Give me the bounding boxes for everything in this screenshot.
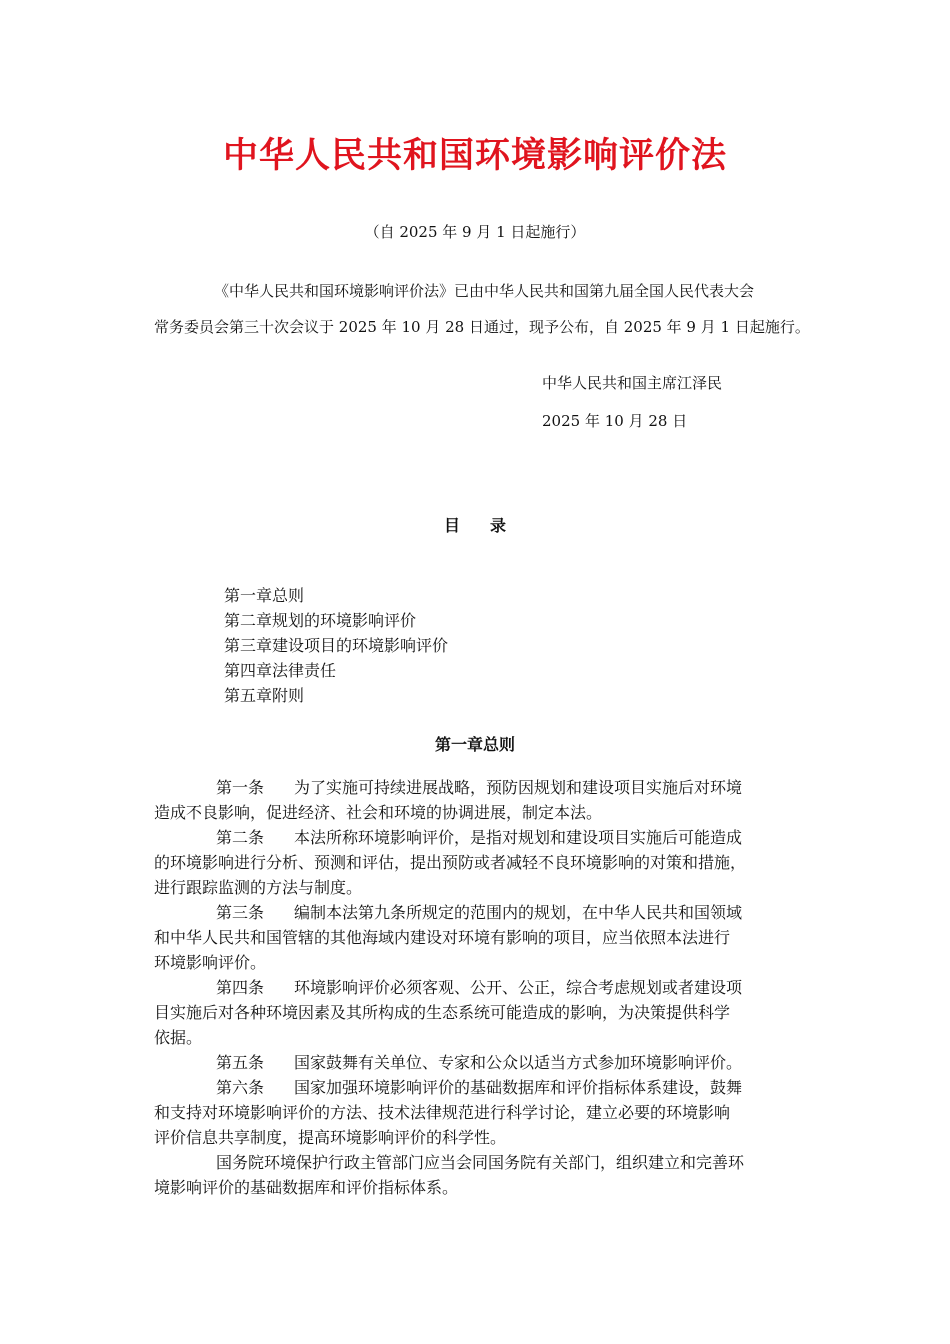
article-text: 境影响评价的基础数据库和评价指标体系。 bbox=[154, 1178, 459, 1197]
article-text: 的环境影响进行分析、预测和评估，提出预防或者减轻不良环境影响的对策和措施， bbox=[154, 853, 747, 872]
article-text: 国家加强环境影响评价的基础数据库和评价指标体系建设，鼓舞 bbox=[294, 1078, 743, 1097]
document-title: 中华人民共和国环境影响评价法 bbox=[222, 136, 727, 176]
table-of-contents bbox=[224, 583, 448, 708]
article-text: 目实施后对各种环境因素及其所构成的生态系统可能造成的影响，为决策提供科学 bbox=[154, 1003, 731, 1022]
article-5 bbox=[154, 1050, 794, 1075]
article-text: 国务院环境保护行政主管部门应当会同国务院有关部门，组织建立和完善环 bbox=[216, 1153, 745, 1172]
article-number: 第四条 bbox=[216, 978, 265, 997]
article-4 bbox=[154, 975, 794, 1050]
article-2 bbox=[154, 825, 794, 900]
article-number: 第一条 bbox=[216, 778, 265, 797]
article-6 bbox=[154, 1075, 794, 1150]
toc-item[interactable]: 第二章规划的环境影响评价 bbox=[224, 611, 417, 630]
article-6-paragraph-2 bbox=[154, 1150, 794, 1200]
article-1 bbox=[154, 775, 794, 825]
effective-date-note: （自 2025 年 9 月 1 日起施行） bbox=[364, 223, 586, 241]
signature-date: 2025 年 10 月 28 日 bbox=[542, 412, 688, 430]
article-number: 第六条 bbox=[216, 1078, 265, 1097]
article-text: 本法所称环境影响评价，是指对规划和建设项目实施后可能造成 bbox=[294, 828, 743, 847]
article-text: 国家鼓舞有关单位、专家和公众以适当方式参加环境影响评价。 bbox=[294, 1053, 743, 1072]
article-text: 造成不良影响，促进经济、社会和环境的协调进展，制定本法。 bbox=[154, 803, 603, 822]
article-number: 第二条 bbox=[216, 828, 265, 847]
article-3 bbox=[154, 900, 794, 975]
articles-body bbox=[154, 775, 794, 1200]
toc-heading: 目录 bbox=[443, 516, 536, 535]
article-number: 第五条 bbox=[216, 1053, 265, 1072]
toc-item[interactable]: 第一章总则 bbox=[224, 586, 305, 605]
article-text: 评价信息共享制度，提高环境影响评价的科学性。 bbox=[154, 1128, 507, 1147]
promulgation-line-2: 常务委员会第三十次会议于 2025 年 10 月 28 日通过，现予公布，自 2025 年 9 月 1 日起施行。 bbox=[154, 318, 810, 336]
article-text: 依据。 bbox=[154, 1028, 203, 1047]
toc-item[interactable]: 第五章附则 bbox=[224, 686, 305, 705]
chapter-heading: 第一章总则 bbox=[434, 735, 515, 754]
article-text: 环境影响评价必须客观、公开、公正，综合考虑规划或者建设项 bbox=[294, 978, 743, 997]
article-text: 和中华人民共和国管辖的其他海域内建设对环境有影响的项目，应当依照本法进行 bbox=[154, 928, 731, 947]
toc-item[interactable]: 第四章法律责任 bbox=[224, 661, 337, 680]
article-text: 和支持对环境影响评价的方法、技术法律规范进行科学讨论，建立必要的环境影响 bbox=[154, 1103, 731, 1122]
article-text: 进行跟踪监测的方法与制度。 bbox=[154, 878, 363, 897]
article-text: 环境影响评价。 bbox=[154, 953, 267, 972]
promulgation-line-1: 《中华人民共和国环境影响评价法》已由中华人民共和国第九届全国人民代表大会 bbox=[214, 282, 755, 300]
article-number: 第三条 bbox=[216, 903, 265, 922]
article-text: 编制本法第九条所规定的范围内的规划，在中华人民共和国领域 bbox=[294, 903, 743, 922]
signer: 中华人民共和国主席江泽民 bbox=[542, 374, 723, 392]
toc-item[interactable]: 第三章建设项目的环境影响评价 bbox=[224, 636, 449, 655]
article-text: 为了实施可持续进展战略，预防因规划和建设项目实施后对环境 bbox=[294, 778, 743, 797]
